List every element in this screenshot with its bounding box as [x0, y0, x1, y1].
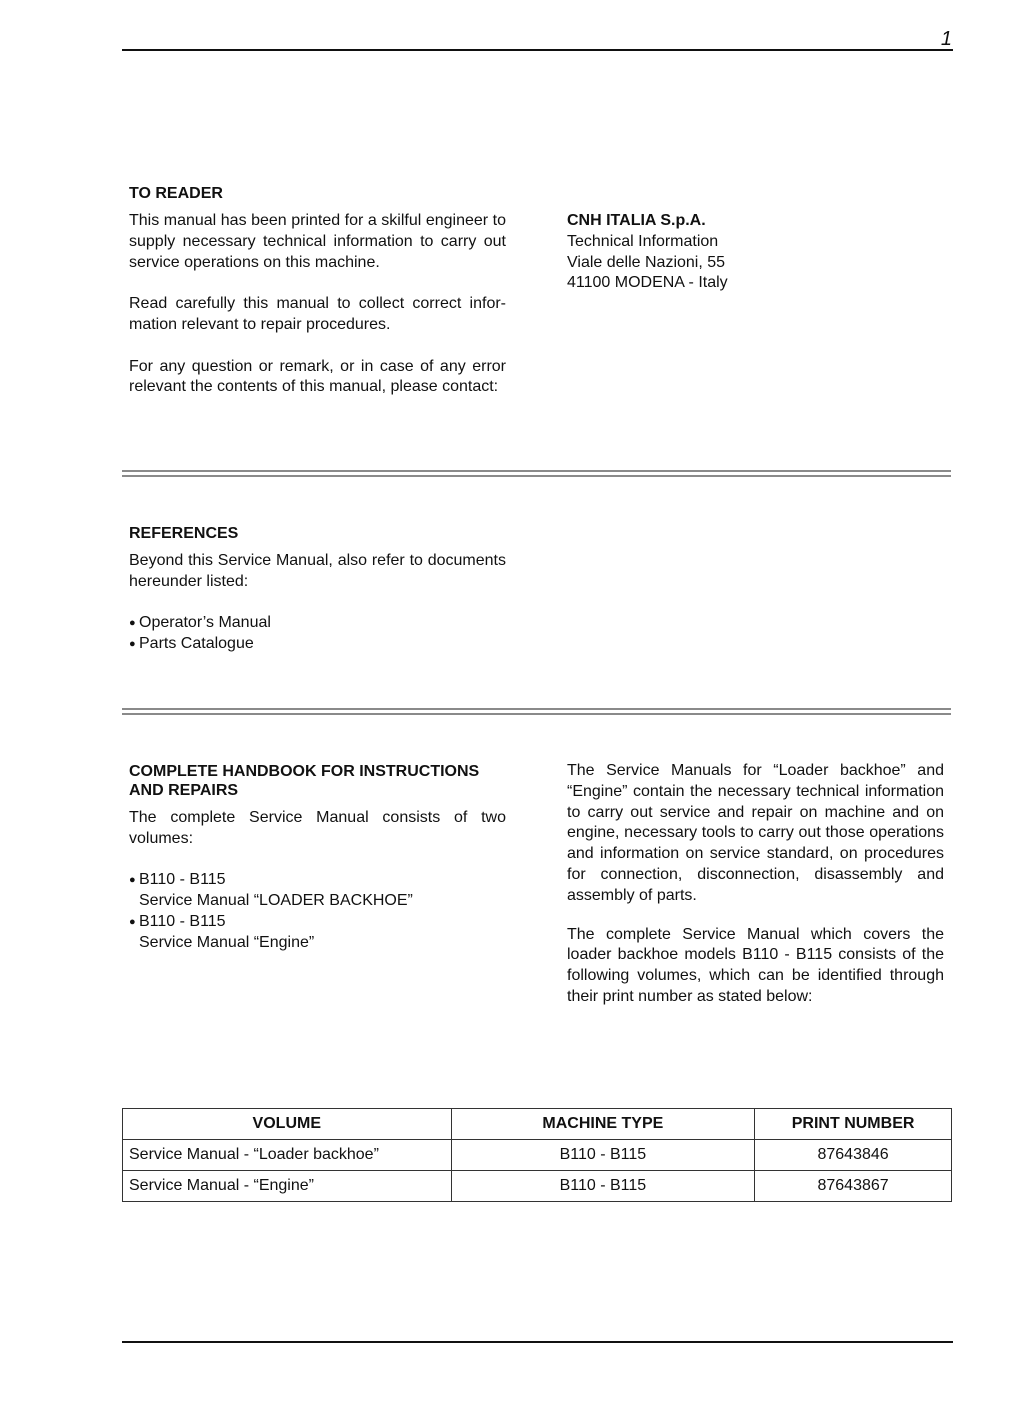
- to-reader-section: [129, 184, 506, 398]
- section-divider: [122, 708, 951, 715]
- handbook-heading: COMPLETE HANDBOOK FOR INSTRUCTIONS AND REPAIRS: [129, 763, 480, 799]
- handbook-volume-list: [129, 870, 506, 953]
- table-cell-print-number: 87643867: [755, 1171, 952, 1202]
- table-cell-print-number: 87643846: [755, 1140, 952, 1171]
- table-cell-volume: Service Manual - “Engine”: [123, 1171, 452, 1202]
- contact-city: 41100 MODENA - Italy: [567, 274, 728, 292]
- handbook-section: [129, 762, 506, 954]
- table-cell-machine-type: B110 - B115: [451, 1171, 755, 1202]
- list-item: ● Operator’s Manual: [129, 614, 271, 632]
- table-cell-volume: Service Manual - “Loader backhoe”: [123, 1140, 452, 1171]
- table-cell-machine-type: B110 - B115: [451, 1140, 755, 1171]
- contact-department: Technical Information: [567, 232, 719, 250]
- table-row: [123, 1140, 952, 1171]
- footer-rule: [122, 1341, 953, 1343]
- handbook-paragraph: The complete Service Manual which covers the loader backhoe models B110 - B115 consists of the following volumes, which can be identified through their print number as stated below:: [567, 925, 944, 1005]
- page-number: 1: [940, 28, 952, 50]
- handbook-intro: The complete Service Manual consists of two volumes:: [129, 809, 506, 847]
- references-intro: Beyond this Service Manual, also refer to documents hereunder listed:: [129, 552, 506, 590]
- handbook-paragraph: The Service Manuals for “Loader backhoe” and “Engine” contain the necessary technical information to carry out service and repair on machine and on engine, necessary tools to carry out those operations and information on service standard, on procedures for connection, disconnection, disassembly and assembly of parts.: [567, 762, 944, 904]
- handbook-description: [567, 761, 944, 1008]
- list-item: ● B110 - B115 Service Manual “Engine”: [129, 912, 315, 951]
- contact-street: Viale delle Nazioni, 55: [567, 253, 726, 271]
- table-row: [123, 1171, 952, 1202]
- column-header-machine-type: MACHINE TYPE: [451, 1109, 755, 1140]
- references-list: [129, 613, 506, 655]
- to-reader-paragraph: Read carefully this manual to collect correct information relevant to repair procedures.: [129, 295, 506, 333]
- to-reader-paragraph: For any question or remark, or in case of any error relevant the contents of this manual, please contact:: [129, 357, 506, 396]
- references-heading: REFERENCES: [129, 525, 239, 542]
- header-rule: [122, 49, 953, 51]
- column-header-volume: VOLUME: [123, 1109, 452, 1140]
- table-header-row: [123, 1109, 952, 1140]
- volumes-table: [122, 1108, 952, 1202]
- section-divider: [122, 470, 951, 477]
- list-item: ● Parts Catalogue: [129, 635, 254, 653]
- contact-company: CNH ITALIA S.p.A.: [567, 212, 706, 229]
- contact-address: [567, 211, 944, 294]
- column-header-print-number: PRINT NUMBER: [755, 1109, 952, 1140]
- to-reader-heading: TO READER: [129, 185, 223, 202]
- list-item: ● B110 - B115 Service Manual “LOADER BACKHOE”: [129, 871, 413, 910]
- references-section: [129, 524, 506, 655]
- to-reader-paragraph: This manual has been printed for a skilful engineer to supply necessary technical information to carry out service operations on this machine.: [129, 212, 506, 271]
